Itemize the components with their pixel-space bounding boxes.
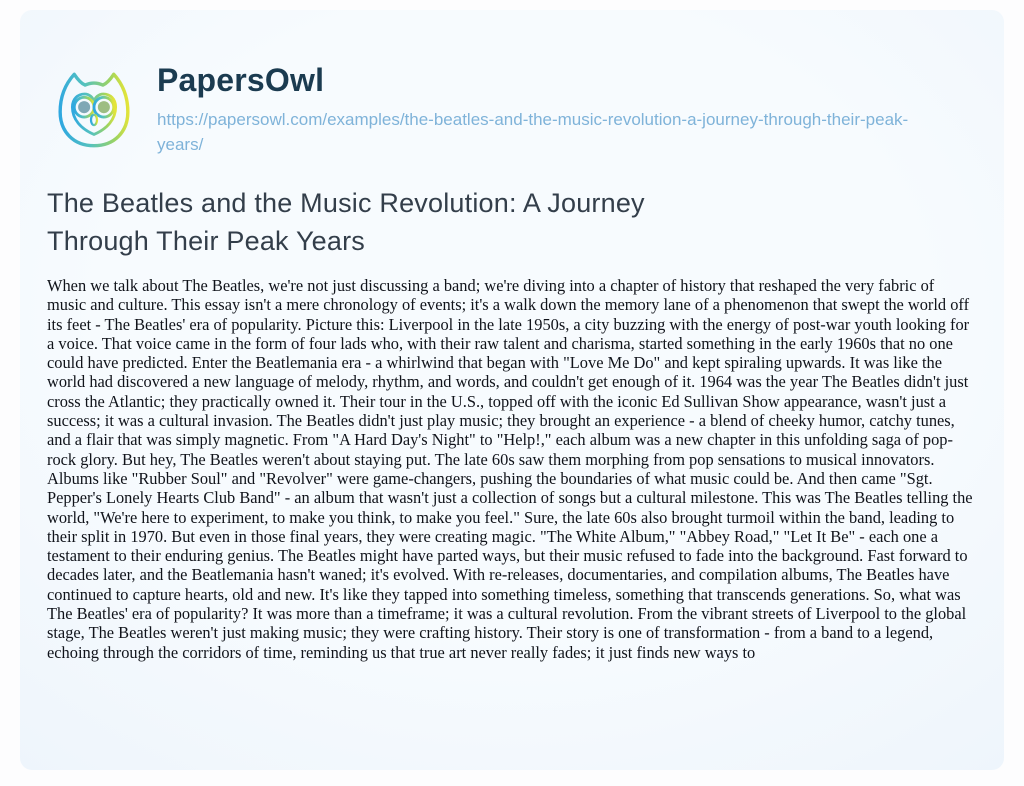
essay-title: The Beatles and the Music Revolution: A Journey Through Their Peak Years bbox=[47, 188, 645, 256]
owl-right-eye bbox=[98, 101, 110, 113]
owl-icon bbox=[47, 60, 141, 160]
document-card bbox=[20, 10, 1004, 770]
header-text bbox=[157, 60, 927, 157]
essay-body-paragraph: When we talk about The Beatles, we're not just discussing a band; we're diving into a chapter of history that reshaped the very fabric of music and culture. This essay isn't a mere chronology of events; it's a walk down the memory lane of a phenomenon that swept the world off its feet - The Beatles' era of popularity. Picture this: Liverpool in the late 1950s, a city buzzing with the energy of post-war youth looking for a voice. That voice came in the form of four lads who, with their raw talent and charisma, started something in the early 1960s that no one could have predicted. Enter the Beatlemania era - a whirlwind that began with "Love Me Do" and kept spiraling upwards. It was like the world had discovered a new language of melody, rhythm, and words, and couldn't get enough of it. 1964 was the year The Beatles didn't just cross the Atlantic; they practically owned it. Their tour in the U.S., topped off with the iconic Ed Sullivan Show appearance, wasn't just a success; it was a cultural invasion. The Beatles didn't just play music; they brought an experience - a blend of cheeky humor, catchy tunes, and a flair that was simply magnetic. From "A Hard Day's Night" to "Help!," each album was a new chapter in this unfolding saga of pop-rock glory. But hey, The Beatles weren't about staying put. The late 60s saw them morphing from pop sensations to musical innovators. Albums like "Rubber Soul" and "Revolver" were game-changers, pushing the boundaries of what music could be. And then came "Sgt. Pepper's Lonely Hearts Club Band" - an album that wasn't just a collection of songs but a cultural milestone. This was The Beatles telling the world, "We're here to experiment, to make you think, to make you feel." Sure, the late 60s also brought turmoil within the band, leading to their split in 1970. But even in those final years, they were creating magic. "The White Album," "Abbey Road," "Let It Be" - each one a testament to their enduring genius. The Beatles might have parted ways, but their music refused to fade into the background. Fast forward to decades later, and the Beatlemania hasn't waned; it's evolved. With re-releases, documentaries, and compilation albums, The Beatles have continued to capture hearts, old and new. It's like they tapped into something timeless, something that transcends generations. So, what was The Beatles' era of popularity? It was more than a timeframe; it was a cultural revolution. From the vibrant streets of Liverpool to the global stage, The Beatles weren't just making music; they were crafting history. Their story is one of transformation - from a band to a legend, echoing through the corridors of time, reminding us that true art never really fades; it just finds new ways to bbox=[47, 276, 973, 662]
brand-name: PapersOwl bbox=[157, 62, 325, 98]
source-url-link[interactable]: https://papersowl.com/examples/the-beatles-and-the-music-revolution-a-journey-through-their-peak-years/ bbox=[157, 110, 909, 154]
owl-left-eye bbox=[78, 101, 90, 113]
papersowl-logo bbox=[47, 60, 141, 160]
header bbox=[47, 60, 977, 160]
